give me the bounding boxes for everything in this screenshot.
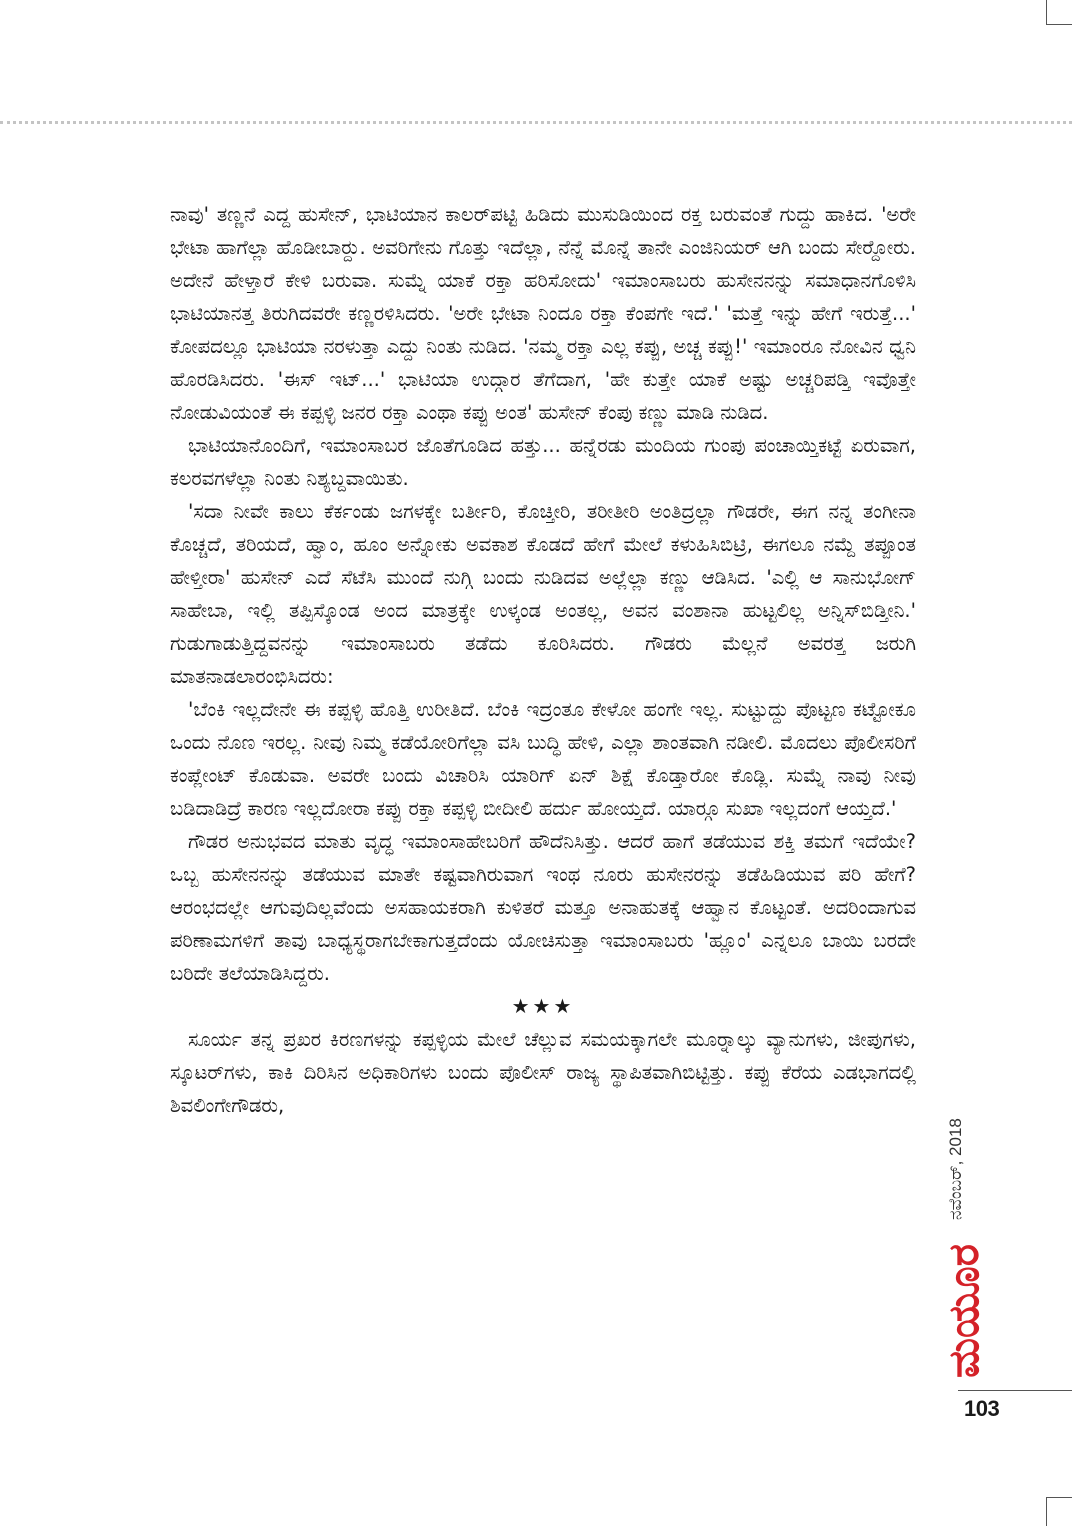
header-dotted-rule	[0, 121, 1072, 124]
article-body	[170, 198, 916, 1122]
crop-mark-top	[1046, 0, 1072, 25]
crop-mark-bottom	[1046, 1497, 1072, 1526]
paragraph-1: ನಾವು' ತಣ್ಣನೆ ಎದ್ದ ಹುಸೇನ್, ಭಾಟಿಯಾನ ಕಾಲರ್‌ಪಟ್ಟಿ ಹಿಡಿದು ಮುಸುಡಿಯಿಂದ ರಕ್ತ ಬರುವಂತೆ ಗುದ್ದು ಹಾಕಿದ. 'ಅರೇ ಭೇಟಾ ಹಾಗೆಲ್ಲಾ ಹೊಡೀಬಾರ್‍ದು. ಅವರಿಗೇನು ಗೊತ್ತು ಇದೆಲ್ಲಾ, ನೆನ್ನೆ ಮೊನ್ನೆ ತಾನೇ ಎಂಜಿನಿಯರ್ ಆಗಿ ಬಂದು ಸೇರ್‍ದೋರು. ಅದೇನೆ ಹೇಳ್ತಾರೆ ಕೇಳಿ ಬರುವಾ. ಸುಮ್ನೆ ಯಾಕೆ ರಕ್ತಾ ಹರಿಸೋದು' ಇಮಾಂಸಾಬರು ಹುಸೇನನನ್ನು ಸಮಾಧಾನಗೊಳಿಸಿ ಭಾಟಿಯಾನತ್ತ ತಿರುಗಿದವರೇ ಕಣ್ಣರಳಿಸಿದರು. 'ಅರೇ ಭೇಟಾ ನಿಂದೂ ರಕ್ತಾ ಕೆಂಪಗೇ ಇದೆ.' 'ಮತ್ತೆ ಇನ್ನು ಹೇಗೆ ಇರುತ್ತೆ...' ಕೋಪದಲ್ಲೂ ಭಾಟಿಯಾ ನರಳುತ್ತಾ ಎದ್ದು ನಿಂತು ನುಡಿದ. 'ನಮ್ಮ ರಕ್ತಾ ಎಲ್ಲ ಕಪ್ಪು, ಅಚ್ಚ ಕಪ್ಪು!' ಇಮಾಂರೂ ನೋವಿನ ಧ್ವನಿ ಹೊರಡಿಸಿದರು. 'ಈಸ್ ಇಟ್...' ಭಾಟಿಯಾ ಉದ್ಗಾರ ತೆಗೆದಾಗ, 'ಹೇ ಕುತ್ತೇ ಯಾಕೆ ಅಷ್ಟು ಅಚ್ಚರಿಪಡ್ತಿ ಇವೊತ್ತೇ ನೋಡುವಿಯಂತೆ ಈ ಕಪ್ಪಳ್ಳಿ ಜನರ ರಕ್ತಾ ಎಂಥಾ ಕಪ್ಪು ಅಂತ' ಹುಸೇನ್ ಕೆಂಪು ಕಣ್ಣು ಮಾಡಿ ನುಡಿದ.	[170, 203, 916, 424]
page-number: 103	[964, 1396, 1000, 1421]
section-separator: ★★★	[511, 994, 575, 1018]
paragraph-2: ಭಾಟಿಯಾನೊಂದಿಗೆ, ಇಮಾಂಸಾಬರ ಜೊತೆಗೂಡಿದ ಹತ್ತು... ಹನ್ನೆರಡು ಮಂದಿಯ ಗುಂಪು ಪಂಚಾಯ್ತಿಕಟ್ಟೆ ಏರುವಾಗ, ಕಲರವಗಳೆಲ್ಲಾ ನಿಂತು ನಿಶ್ಯಬ್ದವಾಯಿತು.	[170, 434, 916, 490]
paragraph-5: ಗೌಡರ ಅನುಭವದ ಮಾತು ವೃದ್ಧ ಇಮಾಂಸಾಹೇಬರಿಗೆ ಹೌದೆನಿಸಿತ್ತು. ಆದರೆ ಹಾಗೆ ತಡೆಯುವ ಶಕ್ತಿ ತಮಗೆ ಇದೆಯೇ? ಒಬ್ಬ ಹುಸೇನನನ್ನು ತಡೆಯುವ ಮಾತೇ ಕಷ್ಟವಾಗಿರುವಾಗ ಇಂಥ ನೂರು ಹುಸೇನರನ್ನು ತಡೆಹಿಡಿಯುವ ಪರಿ ಹೇಗೆ? ಆರಂಭದಲ್ಲೇ ಆಗುವುದಿಲ್ಲವೆಂದು ಅಸಹಾಯಕರಾಗಿ ಕುಳಿತರೆ ಮತ್ತೂ ಅನಾಹುತಕ್ಕೆ ಆಹ್ವಾನ ಕೊಟ್ಟಂತೆ. ಅದರಿಂದಾಗುವ ಪರಿಣಾಮಗಳಿಗೆ ತಾವು ಬಾಧ್ಯಸ್ಥರಾಗಬೇಕಾಗುತ್ತದೆಂದು ಯೋಚಿಸುತ್ತಾ ಇಮಾಂಸಾಬರು 'ಹ್ಲೂಂ' ಎನ್ನಲೂ ಬಾಯಿ ಬರದೇ ಬರಿದೇ ತಲೆಯಾಡಿಸಿದ್ದರು.	[170, 830, 916, 985]
magazine-name: ಮಯೂರ	[939, 1244, 988, 1378]
paragraph-4: 'ಬೆಂಕಿ ಇಲ್ಲದೇನೇ ಈ ಕಪ್ಪಳ್ಳಿ ಹೊತ್ತಿ ಉರೀತಿದೆ. ಬೆಂಕಿ ಇದ್ರಂತೂ ಕೇಳೋ ಹಂಗೇ ಇಲ್ಲ. ಸುಟ್ಟುದ್ದು ಪೊಟ್ಟಣ ಕಟ್ಟೋಕೂ ಒಂದು ನೊಣ ಇರಲ್ಲ. ನೀವು ನಿಮ್ಮ ಕಡೆಯೋರಿಗೆಲ್ಲಾ ವಸಿ ಬುದ್ಧಿ ಹೇಳಿ, ಎಲ್ಲಾ ಶಾಂತವಾಗಿ ನಡೀಲಿ. ಮೊದಲು ಪೊಲೀಸರಿಗೆ ಕಂಪ್ಲೇಂಟ್ ಕೊಡುವಾ. ಅವರೇ ಬಂದು ವಿಚಾರಿಸಿ ಯಾರಿಗ್ ಏನ್ ಶಿಕ್ಷೆ ಕೊಡ್ತಾರೋ ಕೊಡ್ಲಿ. ಸುಮ್ನೆ ನಾವು ನೀವು ಬಡಿದಾಡಿದ್ರೆ ಕಾರಣ ಇಲ್ಲದೋರಾ ಕಪ್ಪು ರಕ್ತಾ ಕಪ್ಪಳ್ಳಿ ಬೀದೀಲಿ ಹರ್ದು ಹೋಯ್ತದೆ. ಯಾರ್‍ಗೂ ಸುಖಾ ಇಲ್ಲದಂಗೆ ಆಯ್ತದೆ.'	[170, 698, 916, 820]
paragraph-3: 'ಸದಾ ನೀವೇ ಕಾಲು ಕೆರ್ಕಂಡು ಜಗಳಕ್ಕೇ ಬರ್ತೀರಿ, ಕೊಚ್ತೀರಿ, ತರೀತೀರಿ ಅಂತಿದ್ರಲ್ಲಾ ಗೌಡರೇ, ಈಗ ನನ್ನ ತಂಗೀನಾ ಕೊಚ್ಚದೆ, ತರಿಯದೆ, ಹ್ವಾಂ, ಹೂಂ ಅನ್ನೋಕು ಅವಕಾಶ ಕೊಡದೆ ಹೇಗೆ ಮೇಲೆ ಕಳುಹಿಸಿಬಿಟ್ರಿ, ಈಗಲೂ ನಮ್ದೆ ತಪ್ಪೂಂತ ಹೇಳ್ತೀರಾ' ಹುಸೇನ್ ಎದೆ ಸೆಟೆಸಿ ಮುಂದೆ ನುಗ್ಗಿ ಬಂದು ನುಡಿದವ ಅಲ್ಲೆಲ್ಲಾ ಕಣ್ಣು ಆಡಿಸಿದ. 'ಎಲ್ಲಿ ಆ ಸಾನುಭೋಗ್ ಸಾಹೇಬಾ, ಇಲ್ಲಿ ತಪ್ಪಿಸ್ಕೊಂಡ ಅಂದ ಮಾತ್ರಕ್ಕೇ ಉಳ್ಕಂಡ ಅಂತಲ್ಲ, ಅವನ ವಂಶಾನಾ ಹುಟ್ಟಲಿಲ್ಲ ಅನ್ನಿಸ್‌ಬಿಡ್ತೀನಿ.' ಗುಡುಗಾಡುತ್ತಿದ್ದವನನ್ನು ಇಮಾಂಸಾಬರು ತಡೆದು ಕೂರಿಸಿದರು. ಗೌಡರು ಮೆಲ್ಲನೆ ಅವರತ್ತ ಜರುಗಿ ಮಾತನಾಡಲಾರಂಭಿಸಿದರು:	[170, 500, 916, 688]
paragraph-6: ಸೂರ್ಯ ತನ್ನ ಪ್ರಖರ ಕಿರಣಗಳನ್ನು ಕಪ್ಪಳ್ಳಿಯ ಮೇಲೆ ಚೆಲ್ಲುವ ಸಮಯಕ್ಕಾಗಲೇ ಮೂರ್‍ನಾಲ್ಕು ವ್ಯಾನುಗಳು, ಜೀಪುಗಳು, ಸ್ಕೂಟರ್‌ಗಳು, ಕಾಕಿ ದಿರಿಸಿನ ಅಧಿಕಾರಿಗಳು ಬಂದು ಪೊಲೀಸ್ ರಾಜ್ಯ ಸ್ಥಾಪಿತವಾಗಿಬಿಟ್ಟಿತ್ತು. ಕಪ್ಪು ಕೆರೆಯ ಎಡಭಾಗದಲ್ಲಿ ಶಿವಲಿಂಗೇಗೌಡರು,	[170, 1028, 916, 1117]
page-number-rule	[958, 1390, 1072, 1391]
issue-date: ನವೆಂಬರ್, 2018	[946, 1118, 965, 1220]
